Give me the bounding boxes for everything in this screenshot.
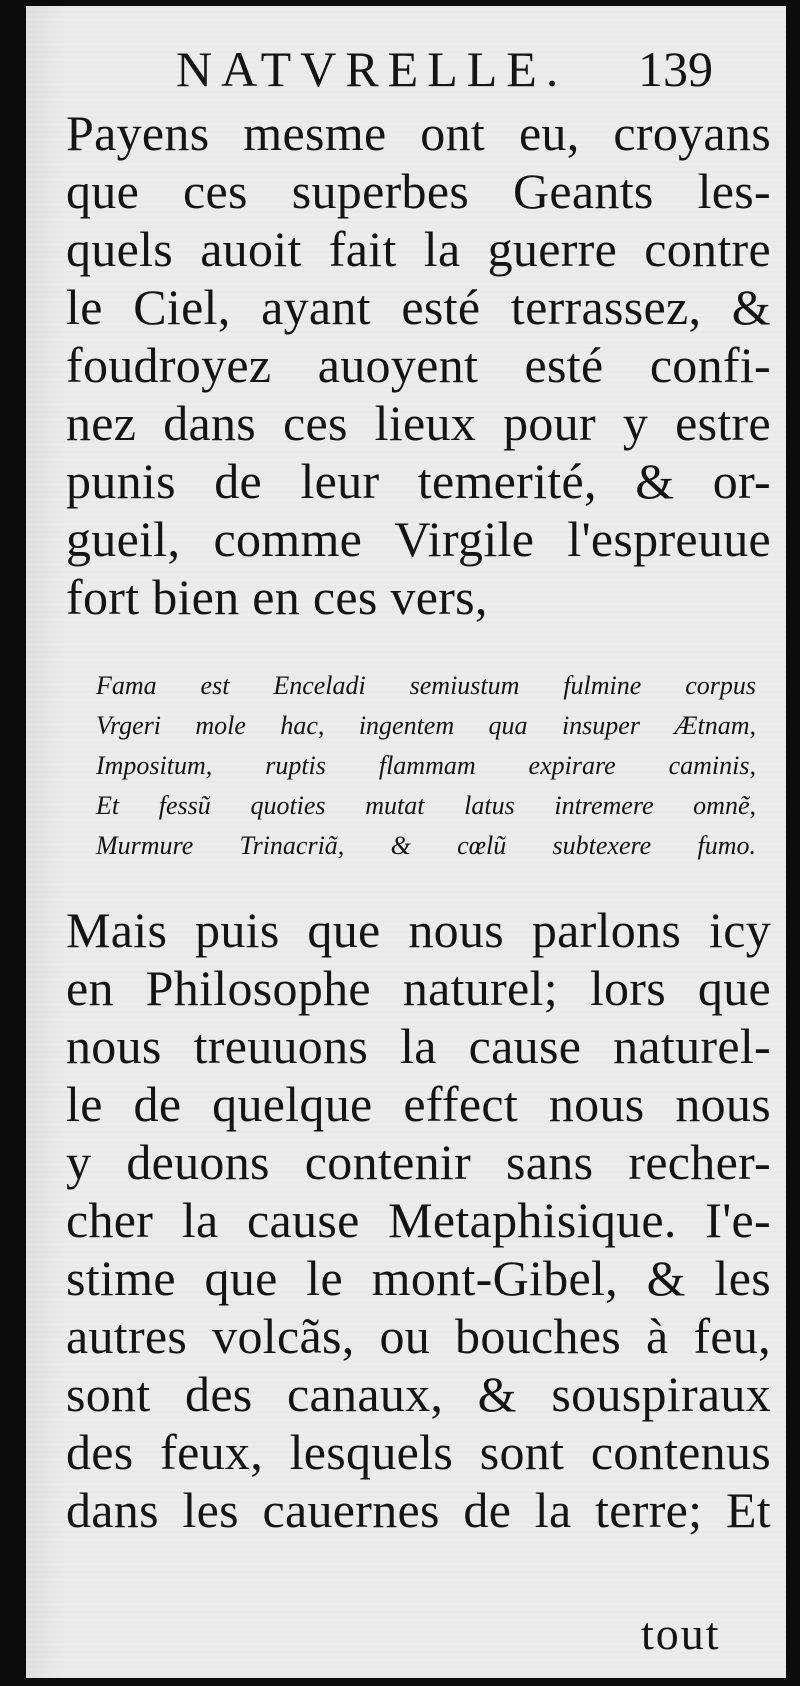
paragraph-2 <box>66 901 771 1539</box>
verse-line: Murmure Trinacriã, & cœlũ subtexere fumo. <box>96 831 756 860</box>
verse-line: Fama est Enceladi semiustum fulmine corpus <box>96 671 756 700</box>
text-line: dans les cauernes de la terre; Et <box>66 1482 771 1538</box>
text-line: nous treuuons la cause naturel- <box>66 1018 771 1074</box>
page-header <box>26 38 786 100</box>
text-line: fort bien en ces vers, <box>66 569 488 625</box>
text-line: Mais puis que nous parlons icy <box>66 902 771 958</box>
text-line: gueil, comme Virgile l'espreuue <box>66 511 771 567</box>
text-line: que ces superbes Geants les- <box>66 163 771 219</box>
book-page <box>26 6 786 1678</box>
verse-line: Et fessũ quoties mutat latus intremere omnẽ, <box>96 791 756 820</box>
text-line: en Philosophe naturel; lors que <box>66 960 771 1016</box>
text-line: le Ciel, ayant esté terrassez, & <box>66 279 771 335</box>
verse-line: Vrgeri mole hac, ingentem qua insuper Ætnam, <box>96 711 756 740</box>
text-line: autres volcãs, ou bouches à feu, <box>66 1308 771 1364</box>
text-line: des feux, lesquels sont contenus <box>66 1424 771 1480</box>
text-line: sont des canaux, & souspiraux <box>66 1366 771 1422</box>
paragraph-1 <box>66 104 771 626</box>
running-title: NATVRELLE. <box>176 41 568 97</box>
text-line: cher la cause Metaphisique. I'e- <box>66 1192 771 1248</box>
text-line: nez dans ces lieux pour y estre <box>66 395 771 451</box>
text-line: y deuons contenir sans recher- <box>66 1134 771 1190</box>
page-number: 139 <box>638 41 713 97</box>
text-line: stime que le mont-Gibel, & les <box>66 1250 771 1306</box>
text-line: le de quelque effect nous nous <box>66 1076 771 1132</box>
verse-quotation <box>96 666 756 866</box>
text-line: quels auoit fait la guerre contre <box>66 221 771 277</box>
text-line: foudroyez auoyent esté confi- <box>66 337 771 393</box>
catchword: tout <box>641 1608 721 1659</box>
text-line: punis de leur temerité, & or- <box>66 453 771 509</box>
verse-line: Impositum, ruptis flammam expirare caminis, <box>96 751 756 780</box>
text-line: Payens mesme ont eu, croyans <box>66 105 771 161</box>
